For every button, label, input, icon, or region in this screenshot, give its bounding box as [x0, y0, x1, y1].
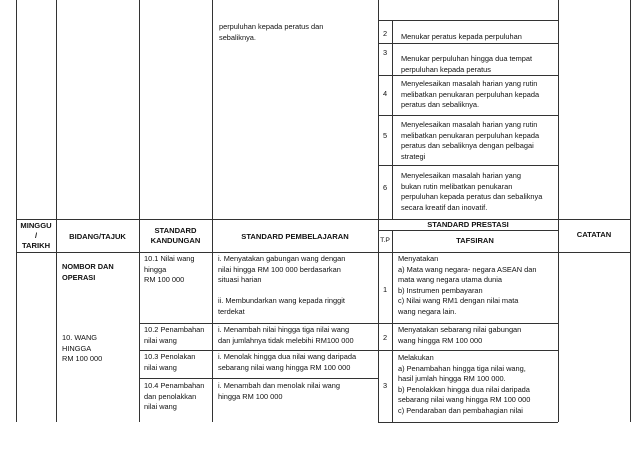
bidang-title: NOMBOR DAN OPERASI — [62, 262, 114, 282]
tp-description: Menukar perpuluhan hingga dua tempat perpuluhan kepada peratus — [401, 54, 533, 74]
tp-level: 1 — [382, 285, 388, 294]
tp-description: Menukar peratus kepada perpuluhan — [401, 32, 522, 41]
tp-description: Menyelesaikan masalah harian yang bukan rutin melibatkan penukaran perpuluhan kepada peratus dan sebaliknya secara kreatif dan inovatif. — [401, 171, 543, 212]
tp-level: 6 — [382, 183, 388, 192]
tp-description: Menyelesaikan masalah harian yang rutin melibatkan penukaran perpuluhan kepada peratus dan sebaliknya. — [401, 79, 540, 109]
header-standard-prestasi: STANDARD PRESTASI — [427, 220, 509, 229]
learning-standard: i. Menolak hingga dua nilai wang daripada sebarang nilai wang hingga RM 100 000 — [218, 352, 357, 372]
tafsiran-text: Menyatakan a) Mata wang negara- negara ASEAN dan mata wang negara utama dunia b) Instrumen pembayaran c) Nilai wang RM1 dengan nilai mata wang negara lain. — [398, 254, 537, 316]
learning-standard: i. Menambah nilai hingga tiga nilai wang dan jumlahnya tidak melebihi RM100 000 — [218, 325, 354, 345]
tp-description: Menyelesaikan masalah harian yang rutin melibatkan penukaran perpuluhan kepada peratus dan sebaliknya dengan pelbagai strategi — [401, 120, 540, 161]
header-standard-kandungan: STANDARD KANDUNGAN — [150, 226, 201, 245]
tp-level: 2 — [382, 29, 388, 38]
tp-level: 3 — [382, 48, 388, 57]
header-catatan: CATATAN — [576, 230, 612, 239]
tp-level: 3 — [382, 381, 388, 390]
tp-level: 4 — [382, 89, 388, 98]
content-standard: 10.3 Penolakan nilai wang — [144, 352, 196, 372]
learning-standard-continued: perpuluhan kepada peratus dan sebaliknya. — [219, 22, 324, 42]
header-bidang: BIDANG/TAJUK — [69, 232, 126, 241]
tp-level: 5 — [382, 131, 388, 140]
tafsiran-text: Menyatakan sebarang nilai gabungan wang hingga RM 100 000 — [398, 325, 522, 345]
content-standard: 10.2 Penambahan nilai wang — [144, 325, 205, 345]
header-tafsiran: TAFSIRAN — [456, 236, 494, 245]
tp-level: 2 — [382, 333, 388, 342]
header-minggu: MINGGU / TARIKH — [20, 221, 52, 250]
tafsiran-text: Melakukan a) Penambahan hingga tiga nilai wang, hasil jumlah hingga RM 100 000. b) Penolakkan hingga dua nilai daripada sebarang nilai wang hingga RM 100 000 c) Pendaraban dan pembahagian nilai — [398, 353, 531, 415]
header-tp: T.P — [380, 237, 390, 244]
header-standard-pembelajaran: STANDARD PEMBELAJARAN — [241, 232, 349, 241]
learning-standard: i. Menambah dan menolak nilai wang hingga RM 100 000 — [218, 381, 341, 401]
content-standard: 10.4 Penambahan dan penolakkan nilai wang — [144, 381, 205, 411]
learning-standard: i. Menyatakan gabungan wang dengan nilai hingga RM 100 000 berdasarkan situasi harian ii. Membundarkan wang kepada ringgit terdekat — [218, 254, 346, 316]
topic-title: 10. WANG HINGGA RM 100 000 — [62, 333, 103, 363]
content-standard: 10.1 Nilai wang hingga RM 100 000 — [144, 254, 195, 284]
